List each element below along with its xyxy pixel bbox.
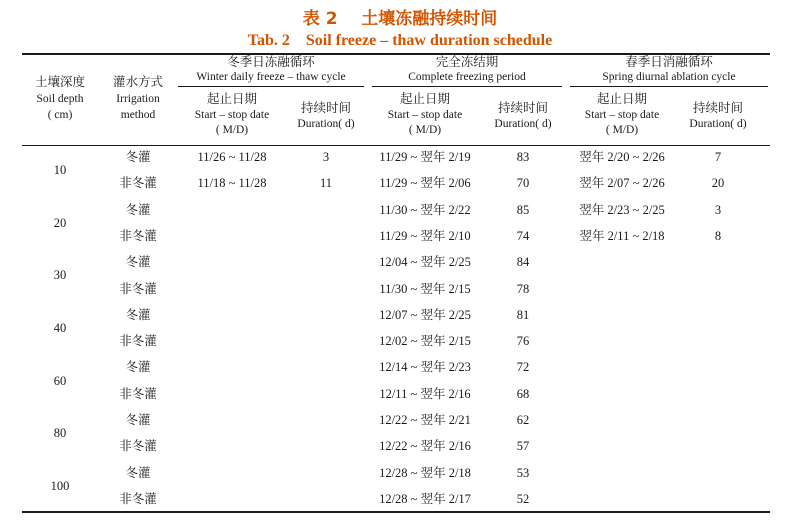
cell-freezing-start-stop-date: 11/30 ~ 翌年 2/15 — [379, 281, 471, 296]
cell-spring-start-stop-date: 翌年 2/20 ~ 2/26 — [579, 150, 665, 164]
sub-header-start-unit: ( M/D) — [408, 124, 442, 136]
table-title-english: Tab. 2 Soil freeze – thaw duration schedule — [247, 32, 553, 49]
cell-irrigation-method: 非冬灌 — [119, 333, 157, 349]
cell-spring-start-stop-date: 翌年 2/23 ~ 2/25 — [579, 202, 665, 217]
bottom-rule — [22, 511, 770, 513]
cell-freezing-start-stop-date: 12/22 ~ 翌年 2/16 — [379, 439, 471, 454]
cell-freezing-duration: 81 — [516, 307, 530, 322]
cell-irrigation-method: 非冬灌 — [119, 385, 157, 401]
cell-freezing-duration: 62 — [516, 413, 530, 427]
cell-freezing-start-stop-date: 12/11 ~ 翌年 2/16 — [379, 386, 471, 401]
group-title-spring-en: Spring diurnal ablation cycle — [602, 71, 736, 83]
cell-freezing-duration: 70 — [516, 176, 530, 191]
cell-irrigation-method: 冬灌 — [125, 201, 151, 217]
sub-header-start-en: Start – stop date — [194, 109, 270, 121]
table-title-chinese: 表 2 土壤冻融持续时间 — [302, 9, 498, 29]
cell-freezing-duration: 76 — [516, 334, 530, 349]
cell-freezing-duration: 78 — [516, 281, 530, 296]
sub-header-start-cn: 起止日期 — [399, 91, 450, 106]
sub-header-start-cn: 起止日期 — [596, 91, 647, 106]
sub-header-start-en: Start – stop date — [387, 109, 463, 121]
sub-header-duration-en: Duration( d) — [297, 118, 355, 130]
sub-header-start-unit: ( M/D) — [605, 124, 639, 136]
cell-irrigation-method: 冬灌 — [125, 464, 151, 480]
group-rule-winter — [178, 86, 364, 87]
cell-freezing-start-stop-date: 12/07 ~ 翌年 2/25 — [379, 307, 471, 322]
header-depth-en: Soil depth — [36, 93, 84, 105]
cell-winter-start-stop-date: 11/18 ~ 11/28 — [197, 176, 267, 191]
cell-soil-depth: 20 — [53, 215, 67, 230]
cell-spring-duration: 7 — [714, 150, 722, 164]
cell-irrigation-method: 冬灌 — [125, 254, 151, 270]
sub-header-duration-cn: 持续时间 — [300, 100, 351, 115]
sub-header-duration-en: Duration( d) — [494, 118, 552, 130]
sub-header-duration-cn: 持续时间 — [497, 100, 548, 115]
cell-winter-duration: 11 — [319, 176, 333, 191]
cell-soil-depth: 40 — [53, 320, 67, 335]
cell-freezing-start-stop-date: 11/30 ~ 翌年 2/22 — [379, 202, 471, 217]
cell-freezing-start-stop-date: 11/29 ~ 翌年 2/10 — [379, 228, 471, 243]
cell-irrigation-method: 冬灌 — [125, 412, 151, 427]
group-title-winter-cn: 冬季日冻融循环 — [227, 54, 315, 69]
header-depth-unit: ( cm) — [47, 109, 73, 121]
cell-spring-duration: 8 — [714, 228, 722, 243]
group-title-freezing-cn: 完全冻结期 — [435, 54, 499, 69]
cell-freezing-duration: 57 — [516, 439, 530, 454]
header-depth-cn: 土壤深度 — [34, 74, 85, 89]
cell-irrigation-method: 非冬灌 — [119, 490, 157, 506]
cell-spring-start-stop-date: 翌年 2/07 ~ 2/26 — [579, 176, 665, 191]
group-title-winter-en: Winter daily freeze – thaw cycle — [196, 71, 346, 83]
header-bottom-rule — [22, 145, 770, 146]
group-rule-spring — [570, 86, 768, 87]
cell-irrigation-method: 冬灌 — [125, 306, 151, 322]
cell-spring-duration: 3 — [714, 202, 722, 217]
cell-freezing-duration: 84 — [516, 255, 530, 270]
cell-freezing-duration: 72 — [516, 360, 530, 375]
sub-header-duration-en: Duration( d) — [689, 118, 747, 130]
cell-soil-depth: 80 — [53, 426, 67, 441]
header-irrigation-cn: 灌水方式 — [112, 74, 163, 89]
cell-irrigation-method: 非冬灌 — [119, 438, 157, 454]
cell-freezing-duration: 52 — [516, 491, 530, 506]
cell-soil-depth: 10 — [53, 163, 67, 178]
cell-spring-start-stop-date: 翌年 2/11 ~ 2/18 — [579, 228, 665, 243]
group-title-freezing-en: Complete freezing period — [408, 71, 526, 83]
cell-freezing-duration: 85 — [516, 202, 530, 217]
cell-freezing-start-stop-date: 12/22 ~ 翌年 2/21 — [379, 413, 471, 427]
cell-freezing-start-stop-date: 12/04 ~ 翌年 2/25 — [379, 255, 471, 270]
cell-soil-depth: 30 — [53, 268, 67, 283]
cell-winter-start-stop-date: 11/26 ~ 11/28 — [197, 150, 267, 164]
sub-header-duration-cn: 持续时间 — [692, 100, 743, 115]
cell-freezing-duration: 74 — [516, 228, 530, 243]
cell-freezing-start-stop-date: 11/29 ~ 翌年 2/19 — [379, 150, 471, 164]
cell-winter-duration: 3 — [322, 150, 330, 164]
cell-irrigation-method: 冬灌 — [125, 149, 151, 164]
cell-irrigation-method: 非冬灌 — [119, 227, 157, 243]
cell-soil-depth: 100 — [50, 478, 70, 493]
group-title-spring-cn: 春季日消融循环 — [625, 54, 713, 69]
cell-freezing-start-stop-date: 11/29 ~ 翌年 2/06 — [379, 176, 471, 191]
cell-irrigation-method: 非冬灌 — [119, 280, 157, 296]
header-irrigation-en-1: Irrigation — [116, 93, 160, 105]
cell-freezing-start-stop-date: 12/02 ~ 翌年 2/15 — [379, 334, 471, 349]
cell-irrigation-method: 非冬灌 — [119, 175, 157, 191]
sub-header-start-unit: ( M/D) — [215, 124, 249, 136]
header-irrigation-en-2: method — [120, 109, 156, 121]
cell-soil-depth: 60 — [53, 373, 67, 388]
group-rule-freezing — [372, 86, 562, 87]
sub-header-start-en: Start – stop date — [584, 109, 660, 121]
cell-freezing-duration: 53 — [516, 465, 530, 480]
cell-freezing-start-stop-date: 12/28 ~ 翌年 2/17 — [379, 491, 471, 506]
cell-spring-duration: 20 — [711, 176, 725, 191]
cell-freezing-duration: 83 — [516, 150, 530, 164]
cell-freezing-start-stop-date: 12/28 ~ 翌年 2/18 — [379, 465, 471, 480]
sub-header-start-cn: 起止日期 — [206, 91, 257, 106]
cell-freezing-start-stop-date: 12/14 ~ 翌年 2/23 — [379, 360, 471, 375]
cell-irrigation-method: 冬灌 — [125, 359, 151, 375]
cell-freezing-duration: 68 — [516, 386, 530, 401]
